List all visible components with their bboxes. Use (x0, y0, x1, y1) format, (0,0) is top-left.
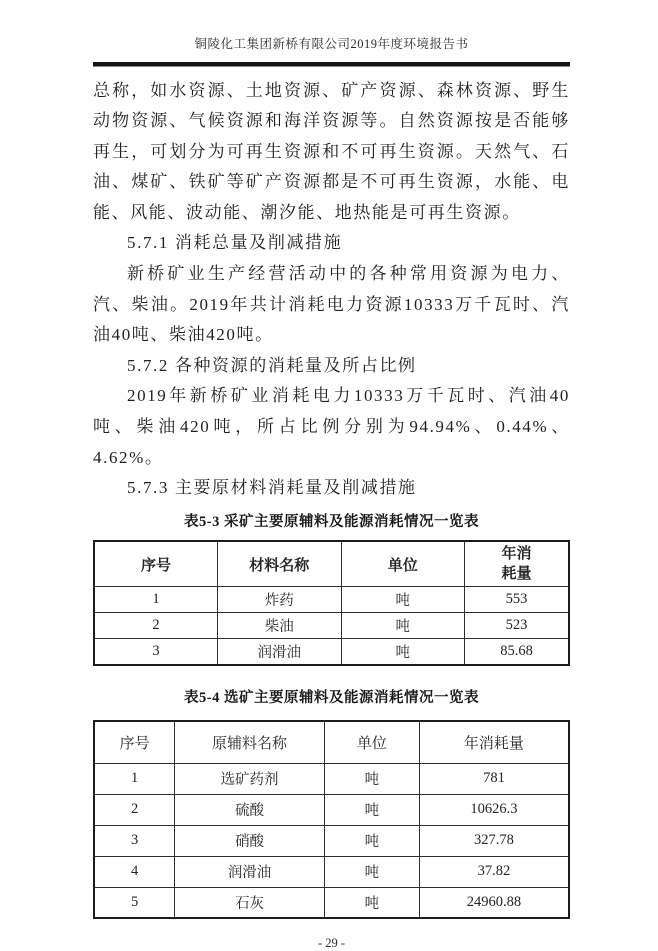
table-5-4 (93, 720, 570, 919)
table-5-3-header-seq: 序号 (94, 541, 218, 587)
cell-annual-consumption: 523 (465, 613, 570, 639)
paragraph-intro: 总称，如水资源、土地资源、矿产资源、森林资源、野生动物资源、气候资源和海洋资源等。自然资源按是否能够再生，可划分为可再生资源和不可再生资源。天然气、石油、煤矿、铁矿等矿产资源都是不可再生资源，水能、电能、风能、波动能、潮汐能、地热能是可再生资源。 (93, 80, 570, 222)
table-5-3-header-unit: 单位 (341, 541, 465, 587)
cell-raw-material: 润滑油 (175, 856, 325, 887)
section-heading-5-7-1: 5.7.1 消耗总量及削减措施 (127, 233, 343, 253)
table-row (94, 613, 569, 639)
paragraph-5-7-2: 2019年新桥矿业消耗电力10333万千瓦时、汽油40吨、柴油420吨，所占比例分别为94.94%、0.44%、4.62%。 (93, 386, 570, 467)
cell-raw-material: 石灰 (175, 887, 325, 918)
table-5-3-header-row (94, 541, 569, 587)
cell-seq: 4 (94, 856, 175, 887)
cell-seq: 3 (94, 825, 175, 856)
table-5-3 (93, 540, 570, 667)
table-5-3-caption: 表5-3 采矿主要原辅料及能源消耗情况一览表 (184, 513, 479, 530)
table-5-3-header-material: 材料名称 (218, 541, 342, 587)
table-5-3-header-annual-consumption-text: 年消耗量 (501, 545, 532, 583)
table-row (94, 794, 569, 825)
cell-raw-material: 选矿药剂 (175, 763, 325, 794)
cell-unit: 吨 (324, 856, 419, 887)
cell-unit: 吨 (341, 613, 465, 639)
cell-material: 柴油 (218, 613, 342, 639)
cell-unit: 吨 (341, 639, 465, 666)
cell-raw-material: 硝酸 (175, 825, 325, 856)
cell-annual-consumption: 85.68 (465, 639, 570, 666)
paragraph-5-7-1: 新桥矿业生产经营活动中的各种常用资源为电力、汽、柴油。2019年共计消耗电力资源10333万千瓦时、汽油40吨、柴油420吨。 (93, 264, 570, 345)
cell-annual-consumption: 24960.88 (419, 887, 569, 918)
table-5-4-header-raw-material: 原辅料名称 (175, 721, 325, 763)
cell-annual-consumption: 327.78 (419, 825, 569, 856)
cell-seq: 3 (94, 639, 218, 666)
cell-seq: 2 (94, 613, 218, 639)
cell-material: 炸药 (218, 587, 342, 613)
document-body (93, 76, 570, 504)
section-heading-5-7-3: 5.7.3 主要原材料消耗量及削减措施 (127, 478, 417, 498)
table-row (94, 825, 569, 856)
cell-annual-consumption: 10626.3 (419, 794, 569, 825)
table-5-4-header-unit: 单位 (324, 721, 419, 763)
table-row (94, 587, 569, 613)
cell-seq: 1 (94, 587, 218, 613)
document-header-title: 铜陵化工集团新桥有限公司2019年度环境报告书 (194, 37, 469, 51)
table-row (94, 887, 569, 918)
cell-seq: 1 (94, 763, 175, 794)
cell-unit: 吨 (324, 825, 419, 856)
cell-seq: 5 (94, 887, 175, 918)
cell-material: 润滑油 (218, 639, 342, 666)
cell-annual-consumption: 781 (419, 763, 569, 794)
cell-annual-consumption: 37.82 (419, 856, 569, 887)
cell-unit: 吨 (324, 887, 419, 918)
table-5-4-header-annual-consumption: 年消耗量 (419, 721, 569, 763)
cell-unit: 吨 (341, 587, 465, 613)
table-5-4-caption: 表5-4 选矿主要原辅料及能源消耗情况一览表 (184, 690, 479, 707)
table-5-4-header-row (94, 721, 569, 763)
cell-seq: 2 (94, 794, 175, 825)
cell-unit: 吨 (324, 763, 419, 794)
cell-unit: 吨 (324, 794, 419, 825)
header-divider-rule (93, 62, 570, 67)
page-number: - 29 - (317, 936, 346, 951)
cell-annual-consumption: 553 (465, 587, 570, 613)
section-heading-5-7-2: 5.7.2 各种资源的消耗量及所占比例 (127, 355, 417, 375)
table-row (94, 763, 569, 794)
table-row (94, 639, 569, 666)
table-row (94, 856, 569, 887)
cell-raw-material: 硫酸 (175, 794, 325, 825)
table-5-3-header-annual-consumption (465, 541, 570, 587)
table-5-4-header-seq: 序号 (94, 721, 175, 763)
